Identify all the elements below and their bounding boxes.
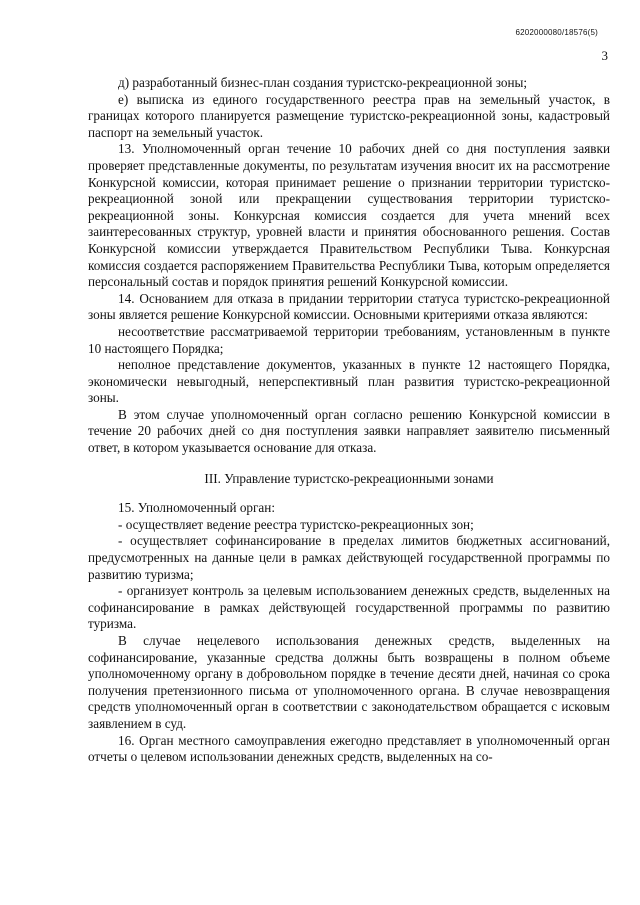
paragraph-15: 15. Уполномоченный орган:	[118, 500, 275, 516]
paragraph-refusal-notice: В этом случае уполномоченный орган согласно решению Конкурсной комиссии в течение 20 рабочих дней со дня поступления заявки направляет заявителю письменный ответ, в котором указывается основание для отказа.	[88, 406, 610, 456]
document-id: 6202000080/18576(5)	[515, 28, 598, 37]
page-number: 3	[601, 48, 608, 63]
paragraph-15-item-3: - организует контроль за целевым использованием денежных средств, выделенных на софинансирование в рамках действующей государственной программы по развитию туризма.	[88, 583, 610, 632]
paragraph-14: 14. Основанием для отказа в придании территории статуса туристско-рекреационной зоны является решение Конкурсной комиссии. Основными критериями отказа являются:	[88, 290, 610, 323]
paragraph-15-item-1: - осуществляет ведение реестра туристско-рекреационных зон;	[118, 516, 474, 532]
paragraph-13: 13. Уполномоченный орган течение 10 рабочих дней со дня поступления заявки проверяет представленные документы, по результатам изучения вносит их на рассмотрение Конкурсной комиссии, которая принимает решение о признании территории туристско-рекреационной зоной или прекращении существования территории туристско-рекреационной зоны. Конкурсная комиссия создается для учета мнений всех заинтересованных структур, уровней власти и принятия обоснованного решения. Состав Конкурсной комиссии утверждается Правительством Республики Тыва. Конкурсная комиссия создается распоряжением Правительства Республики Тыва, которым определяется персональный состав и порядок принятия решений Конкурсной комиссии.	[88, 141, 610, 290]
paragraph-item-d: д) разработанный бизнес-план создания туристско-рекреационной зоны;	[118, 75, 528, 90]
paragraph-16: 16. Орган местного самоуправления ежегодно представляет в уполномоченный орган отчеты о целевом использовании денежных средств, выделенных на со-	[88, 732, 610, 765]
document-body	[88, 75, 610, 766]
paragraph-criterion-2: неполное представление документов, указанных в пункте 12 настоящего Порядка, экономически невыгодный, неперспективный план развития туристско-рекреационной зоны.	[88, 357, 610, 406]
paragraph-item-e: е) выписка из единого государственного реестра прав на земельный участок, в границах которого планируется размещение туристско-рекреационной зоны, кадастровый паспорт на земельный участок.	[88, 91, 610, 140]
paragraph-15-item-2: - осуществляет софинансирование в пределах лимитов бюджетных ассигнований, предусмотренных на данные цели в рамках действующей государственной программы по развитию туризма;	[88, 533, 610, 582]
paragraph-misuse: В случае нецелевого использования денежных средств, выделенных на софинансирование, указанные средства должны быть возвращены в полном объеме уполномоченному органу в добровольном порядке в течение десяти дней, начиная со срока получения претензионного письма от уполномоченного органа. В случае невозвращения средств уполномоченный орган в соответствии с законодательством обращается с исковым заявлением в суд.	[88, 633, 610, 731]
paragraph-criterion-1: несоответствие рассматриваемой территории требованиям, установленным в пункте 10 настоящего Порядка;	[88, 323, 610, 356]
section-heading: III. Управление туристско-рекреационными зонами	[204, 470, 494, 486]
